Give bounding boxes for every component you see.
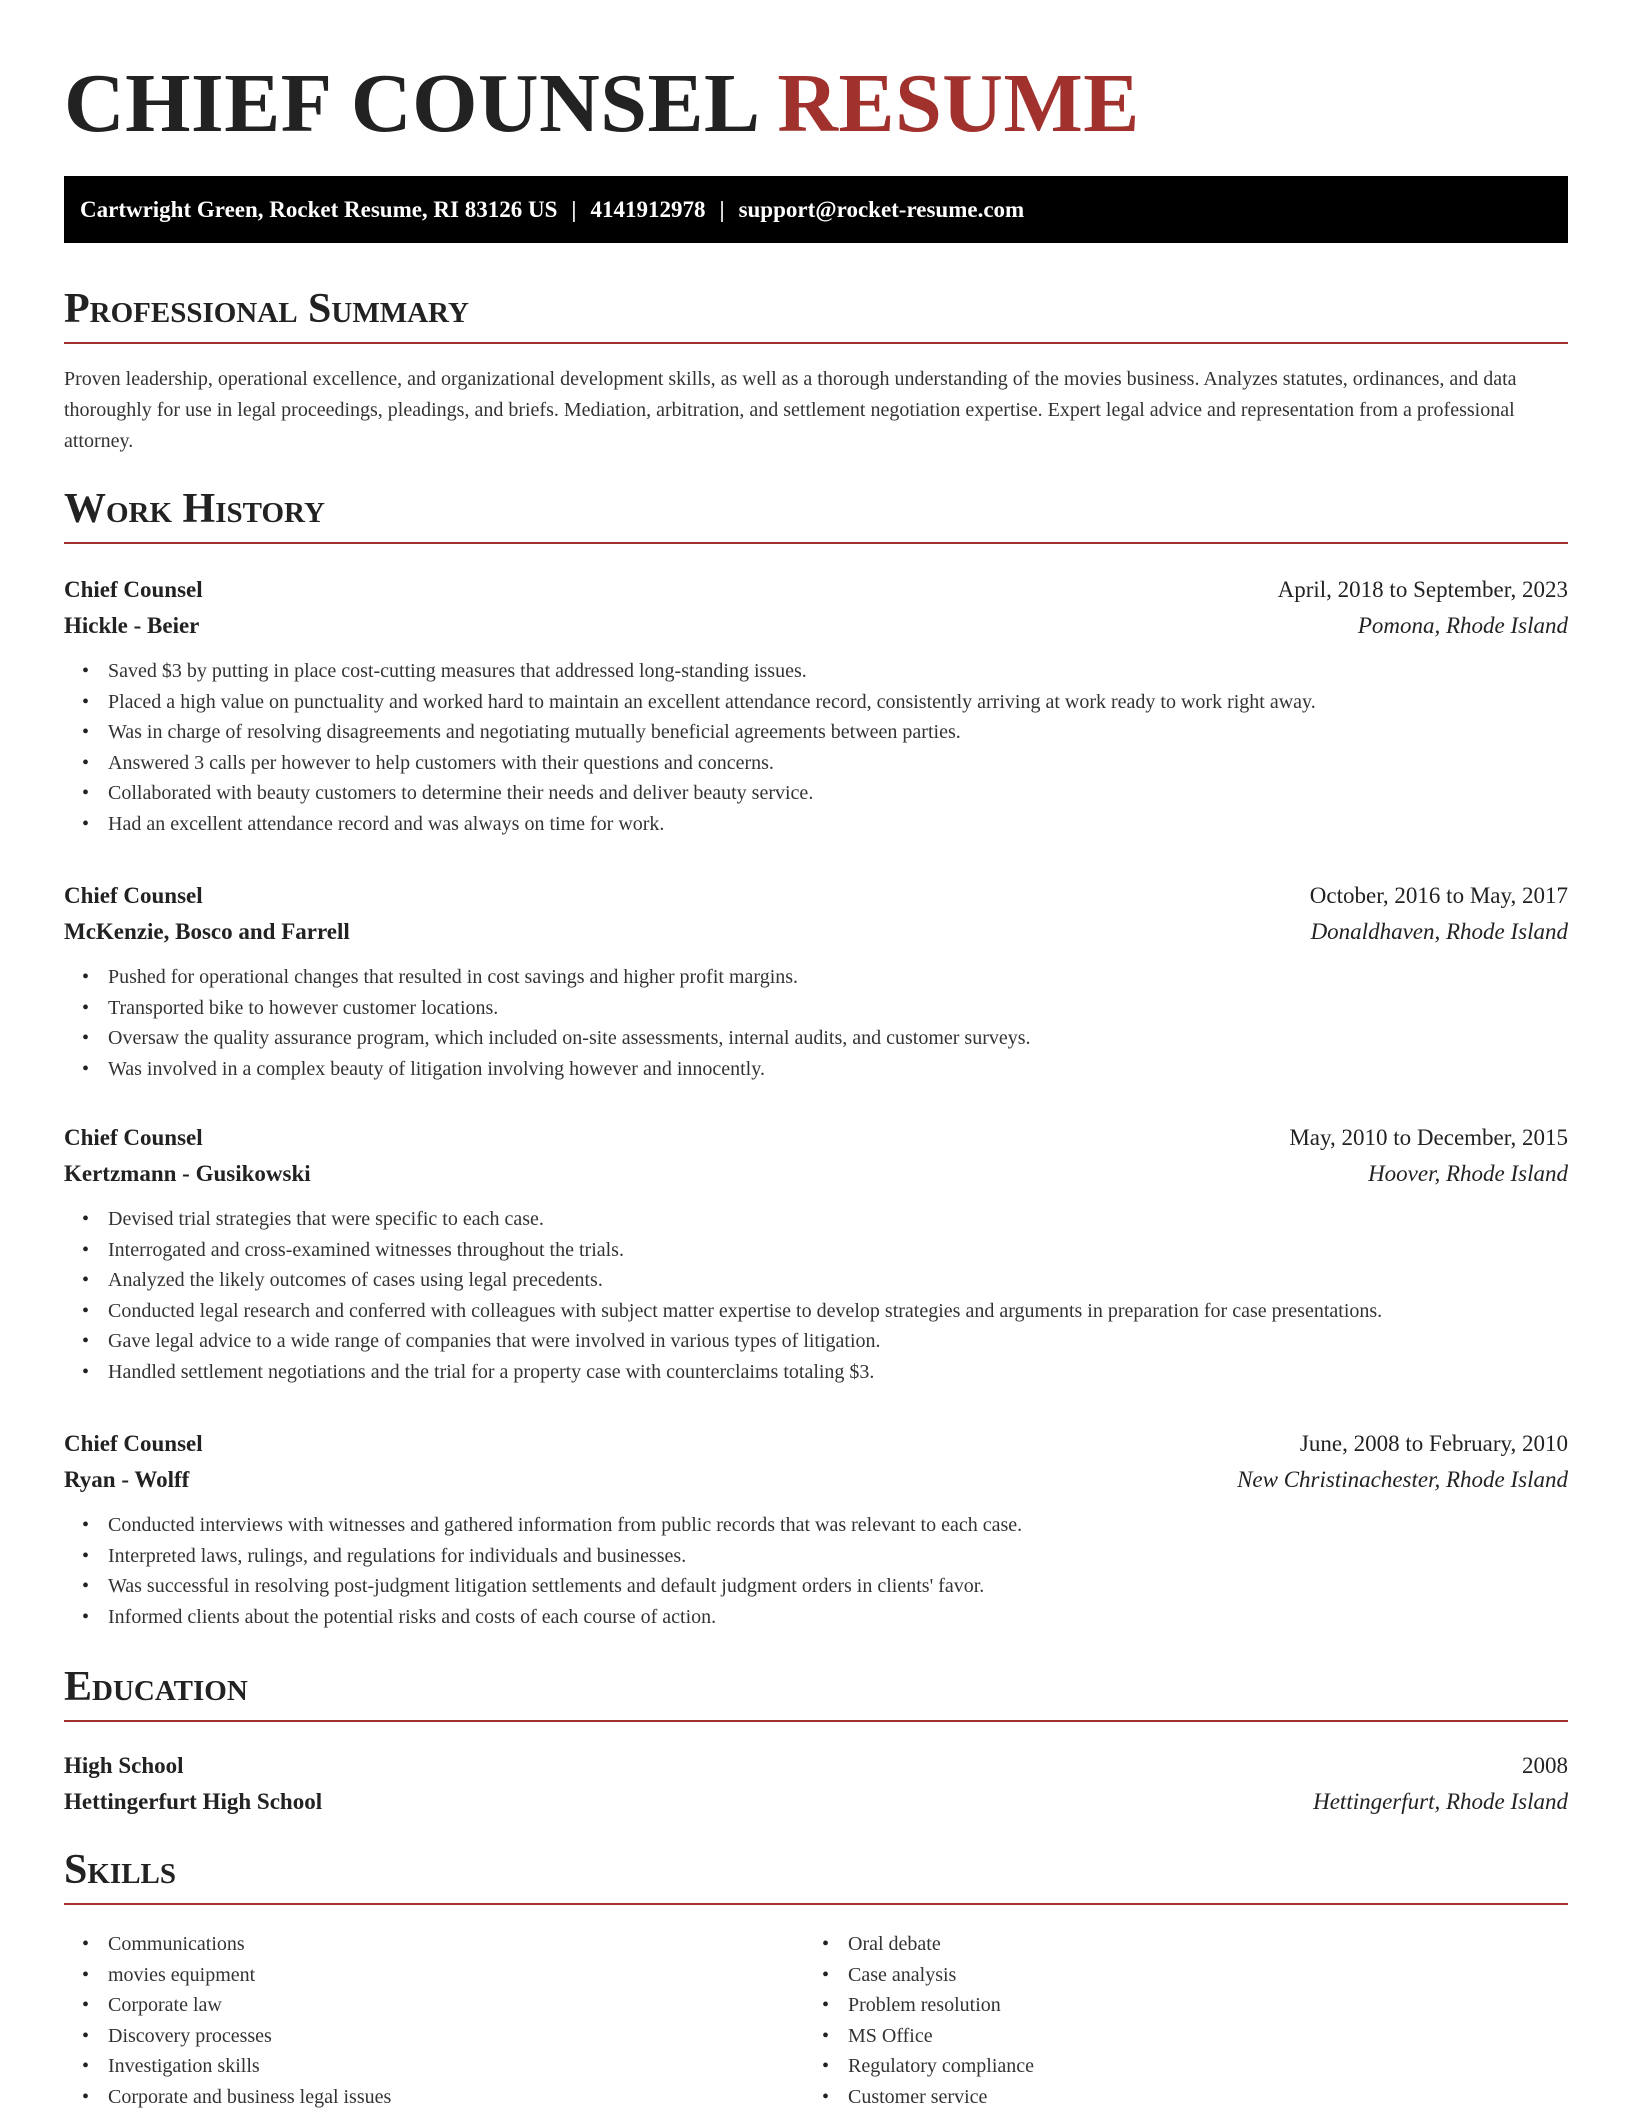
list-item: • Conducted legal research and conferred with colleagues with subject matter expertise to develop strategies and arguments in preparation for case presentations. [64,1296,1568,1327]
job-company: McKenzie, Bosco and Farrell [64,919,350,944]
job-bullets [64,962,1568,1084]
section-heading-skills: Skills [64,1845,1568,1905]
list-item: • Saved $3 by putting in place cost-cutting measures that addressed long-standing issues. [64,656,1568,687]
job-title: Chief Counsel [64,1125,203,1150]
list-item: • Informed clients about the potential risks and costs of each course of action. [64,1602,1568,1633]
job-company: Ryan - Wolff [64,1467,190,1492]
resume-title [64,56,1140,152]
list-item: • Transported bike to however customer locations. [64,993,1568,1024]
list-item: • Placed a high value on punctuality and worked hard to maintain an excellent attendance record, consistently arriving at work ready to work right away. [64,687,1568,718]
list-item: • movies equipment [64,1960,391,1991]
list-item: • Discovery processes [64,2021,391,2052]
job-title: Chief Counsel [64,1431,203,1456]
job-location: New Christinachester, Rhode Island [1237,1467,1568,1492]
list-item: • Was involved in a complex beauty of litigation involving however and innocently. [64,1054,1568,1085]
section-heading-education: Education [64,1662,1568,1722]
job-title: Chief Counsel [64,883,203,908]
job-location: Pomona, Rhode Island [1357,613,1568,638]
list-item: • Devised trial strategies that were specific to each case. [64,1204,1568,1235]
list-item: • Pushed for operational changes that resulted in cost savings and higher profit margins. [64,962,1568,993]
job-entry [64,1120,1568,1388]
contact-address: Cartwright Green, Rocket Resume, RI 83126 US [80,197,558,222]
list-item: • Oversaw the quality assurance program, which included on-site assessments, internal audits, and customer surveys. [64,1023,1568,1054]
list-item: • Gave legal advice to a wide range of companies that were involved in various types of litigation. [64,1326,1568,1357]
job-dates: October, 2016 to May, 2017 [1309,883,1568,908]
job-bullets [64,656,1568,840]
education-year: 2008 [1522,1753,1568,1778]
list-item: • Was successful in resolving post-judgment litigation settlements and default judgment orders in clients' favor. [64,1571,1568,1602]
list-item: • MS Office [804,2021,1034,2052]
job-location: Donaldhaven, Rhode Island [1310,919,1568,944]
job-entry [64,572,1568,840]
list-item: • Was in charge of resolving disagreements and negotiating mutually beneficial agreements between parties. [64,717,1568,748]
list-item: • Communications [64,1929,391,1960]
job-bullets [64,1204,1568,1388]
job-dates: April, 2018 to September, 2023 [1277,577,1568,602]
skills-column-left [64,1929,391,2112]
job-entry [64,1426,1568,1632]
list-item: • Collaborated with beauty customers to determine their needs and deliver beauty service. [64,778,1568,809]
job-title: Chief Counsel [64,577,203,602]
job-entry [64,878,1568,1084]
list-item: • Had an excellent attendance record and was always on time for work. [64,809,1568,840]
list-item: • Investigation skills [64,2051,391,2082]
education-entry [64,1748,1568,1820]
job-dates: June, 2008 to February, 2010 [1299,1431,1568,1456]
contact-separator: | [571,197,577,222]
contact-separator: | [719,197,725,222]
education-school: Hettingerfurt High School [64,1789,323,1814]
title-main: CHIEF COUNSEL [64,57,756,150]
summary-text: Proven leadership, operational excellence, and organizational development skills, as well as a thorough understanding of the movies business. Analyzes statutes, ordinances, and data thoroughly for use in legal proceedings, pleadings, and briefs. Mediation, arbitration, and settlement negotiation expertise. Expert legal advice and representation from a professional attorney. [64,368,1517,452]
education-location: Hettingerfurt, Rhode Island [1313,1789,1568,1814]
list-item: • Corporate and business legal issues [64,2082,391,2112]
job-bullets [64,1510,1568,1632]
section-heading-summary: Professional Summary [64,284,1568,344]
job-company: Kertzmann - Gusikowski [64,1161,311,1186]
job-dates: May, 2010 to December, 2015 [1289,1125,1568,1150]
list-item: • Conducted interviews with witnesses and gathered information from public records that was relevant to each case. [64,1510,1568,1541]
contact-phone: 4141912978 [590,197,706,222]
job-company: Hickle - Beier [64,613,200,638]
list-item: • Corporate law [64,1990,391,2021]
section-heading-work: Work History [64,484,1568,544]
list-item: • Regulatory compliance [804,2051,1034,2082]
list-item: • Analyzed the likely outcomes of cases using legal precedents. [64,1265,1568,1296]
list-item: • Handled settlement negotiations and the trial for a property case with counterclaims totaling $3. [64,1357,1568,1388]
list-item: • Answered 3 calls per however to help customers with their questions and concerns. [64,748,1568,779]
list-item: • Oral debate [804,1929,1034,1960]
list-item: • Case analysis [804,1960,1034,1991]
education-degree: High School [64,1753,184,1778]
list-item: • Interrogated and cross-examined witnesses throughout the trials. [64,1235,1568,1266]
list-item: • Customer service [804,2082,1034,2112]
list-item: • Problem resolution [804,1990,1034,2021]
title-accent: RESUME [777,57,1140,150]
contact-email: support@rocket-resume.com [738,197,1025,222]
job-location: Hoover, Rhode Island [1368,1161,1568,1186]
list-item: • Interpreted laws, rulings, and regulations for individuals and businesses. [64,1541,1568,1572]
contact-bar [64,176,1568,243]
skills-column-right [804,1929,1034,2112]
